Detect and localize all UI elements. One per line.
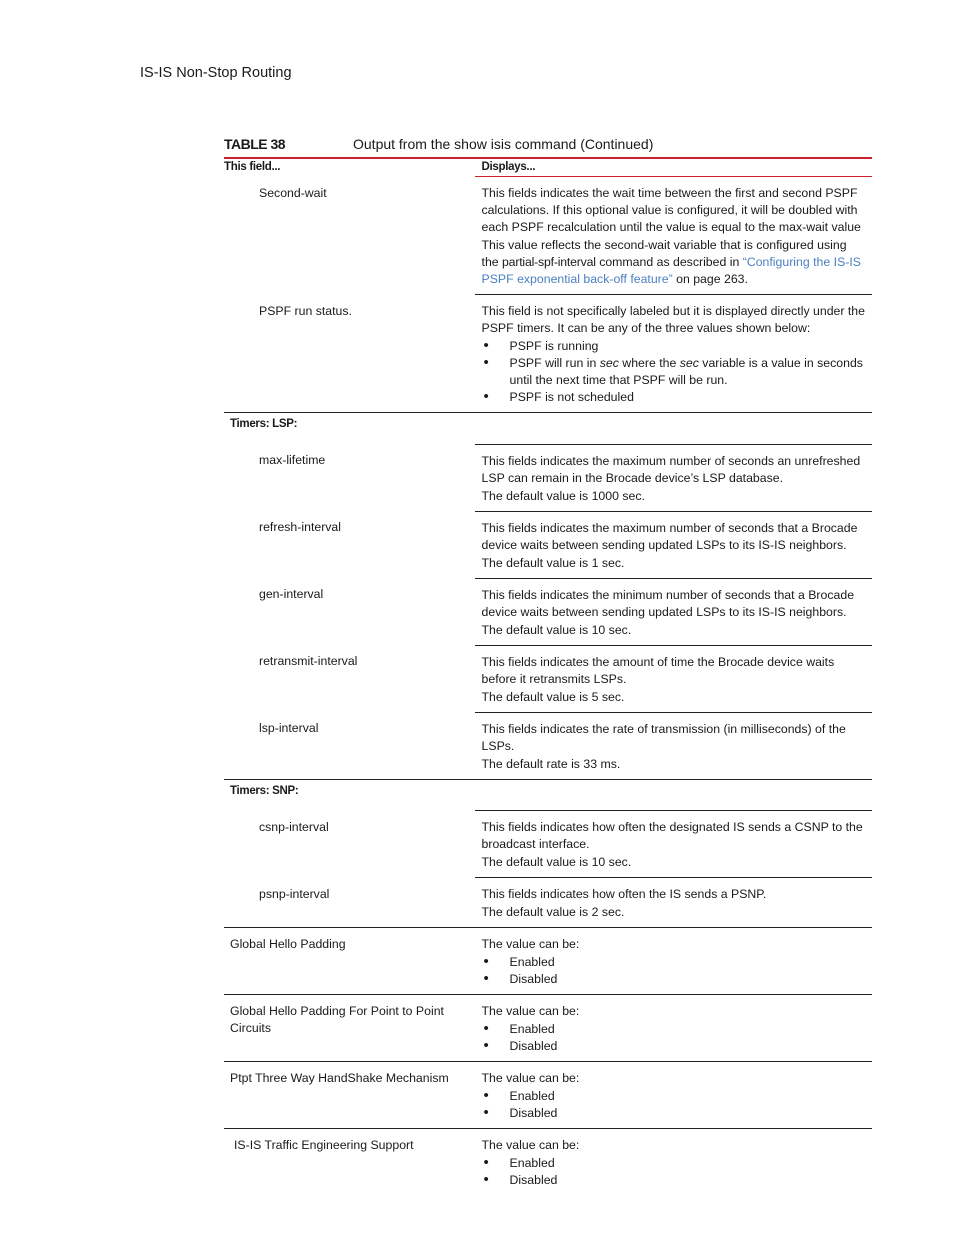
field-description: The value can be: • Enabled • Disabled — [475, 1129, 872, 1196]
table-title: Output from the show isis command (Continued) — [353, 136, 654, 152]
column-header-field: This field... — [224, 161, 281, 173]
field-description: This field is not specifically labeled but it is displayed directly under the PSPF timers. It can be any of the three values shown below: • PSPF is running • PSPF will run in sec where the sec variable is a value in seconds until the next time that PSPF will be run. • PSPF is not scheduled — [475, 295, 872, 413]
list-item: • Disabled — [482, 1105, 866, 1122]
section-title: Timers: LSP: — [224, 413, 475, 445]
command-name: partial-spf-interval — [502, 255, 596, 269]
table-row — [224, 928, 872, 995]
bullet-list — [482, 954, 866, 988]
field-name: Ptpt Three Way HandShake Mechanism — [224, 1062, 475, 1129]
table-caption — [224, 136, 872, 156]
section-row-timers-lsp — [224, 413, 872, 445]
field-name: gen-interval — [259, 587, 324, 601]
list-item: • Disabled — [482, 1172, 866, 1189]
field-description: This fields indicates the wait time between the first and second PSPF calculations. If this optional value is configured, it will be doubled with each PSPF recalculation until the value is equal to the max-wait value This value reflects the second-wait variable that is configured using the partial-spf-interval command as described in “Configuring the IS-IS PSPF exponential back-off feature” on page 263. — [481, 186, 861, 286]
table-row — [224, 177, 872, 295]
field-name: Global Hello Padding — [224, 928, 475, 995]
field-description: This fields indicates how often the IS sends a PSNP. The default value is 2 sec. — [475, 878, 872, 928]
list-item: • PSPF is running — [482, 338, 866, 355]
field-name: PSPF run status. — [259, 303, 352, 318]
bullet-list — [482, 1155, 866, 1189]
field-description: This fields indicates the minimum number of seconds that a Brocade device waits between sending updated LSPs to its IS-IS neighbors. The default value is 10 sec. — [475, 578, 872, 645]
section-row-timers-snp — [224, 779, 872, 811]
bullet-list — [482, 1088, 866, 1122]
cross-reference-link[interactable]: “Configuring the IS-IS PSPF exponential back-off feature” — [481, 255, 861, 286]
table-number: TABLE 38 — [224, 136, 286, 152]
list-item: • Enabled — [482, 1088, 866, 1105]
table-row — [224, 645, 872, 712]
running-header: IS-IS Non-Stop Routing — [140, 65, 292, 81]
table-row — [224, 444, 872, 511]
table-row — [224, 1129, 872, 1196]
list-item: • Enabled — [482, 1155, 866, 1172]
field-name: psnp-interval — [259, 886, 330, 901]
table-row — [224, 511, 872, 578]
table-row — [224, 578, 872, 645]
bullet-list — [482, 338, 866, 406]
list-item: • Disabled — [482, 1038, 866, 1055]
command-name: show isis — [454, 136, 511, 152]
section-title: Timers: SNP: — [224, 779, 475, 811]
table-row — [224, 712, 872, 779]
column-header-displays: Displays... — [475, 159, 872, 177]
bullet-list — [482, 1021, 866, 1055]
output-table — [224, 159, 872, 1195]
list-item: • Disabled — [482, 971, 866, 988]
field-name: Second-wait — [259, 185, 327, 200]
field-name: IS-IS Traffic Engineering Support — [224, 1129, 475, 1196]
field-name: retransmit-interval — [259, 654, 358, 668]
table-row — [224, 995, 872, 1062]
table-row — [224, 295, 872, 413]
field-description: This fields indicates the maximum number of seconds that a Brocade device waits between sending updated LSPs to its IS-IS neighbors. The default value is 1 sec. — [475, 511, 872, 578]
field-description: The value can be: • Enabled • Disabled — [475, 928, 872, 995]
field-name: lsp-interval — [259, 721, 319, 735]
list-item: • PSPF will run in sec where the sec variable is a value in seconds until the next time that PSPF will be run. — [482, 355, 866, 389]
table-row — [224, 878, 872, 928]
table-header-row — [224, 159, 872, 177]
field-description: This fields indicates how often the designated IS sends a CSNP to the broadcast interface. The default value is 10 sec. — [475, 811, 872, 878]
field-description: This fields indicates the rate of transmission (in milliseconds) of the LSPs. The default rate is 33 ms. — [475, 712, 872, 779]
list-item: • Enabled — [482, 1021, 866, 1038]
table-row — [224, 1062, 872, 1129]
table-row — [224, 811, 872, 878]
field-description: This fields indicates the amount of time the Brocade device waits before it retransmits LSPs. The default value is 5 sec. — [475, 645, 872, 712]
field-name: csnp-interval — [259, 819, 329, 834]
field-description: This fields indicates the maximum number of seconds an unrefreshed LSP can remain in the Brocade device’s LSP database. The default value is 1000 sec. — [475, 444, 872, 511]
list-item: • Enabled — [482, 954, 866, 971]
field-description: The value can be: • Enabled • Disabled — [475, 1062, 872, 1129]
field-name: Global Hello Padding For Point to Point Circuits — [224, 995, 475, 1062]
field-name: max-lifetime — [259, 453, 326, 467]
field-description: The value can be: • Enabled • Disabled — [475, 995, 872, 1062]
field-name: refresh-interval — [259, 520, 342, 534]
list-item: • PSPF is not scheduled — [482, 389, 866, 406]
